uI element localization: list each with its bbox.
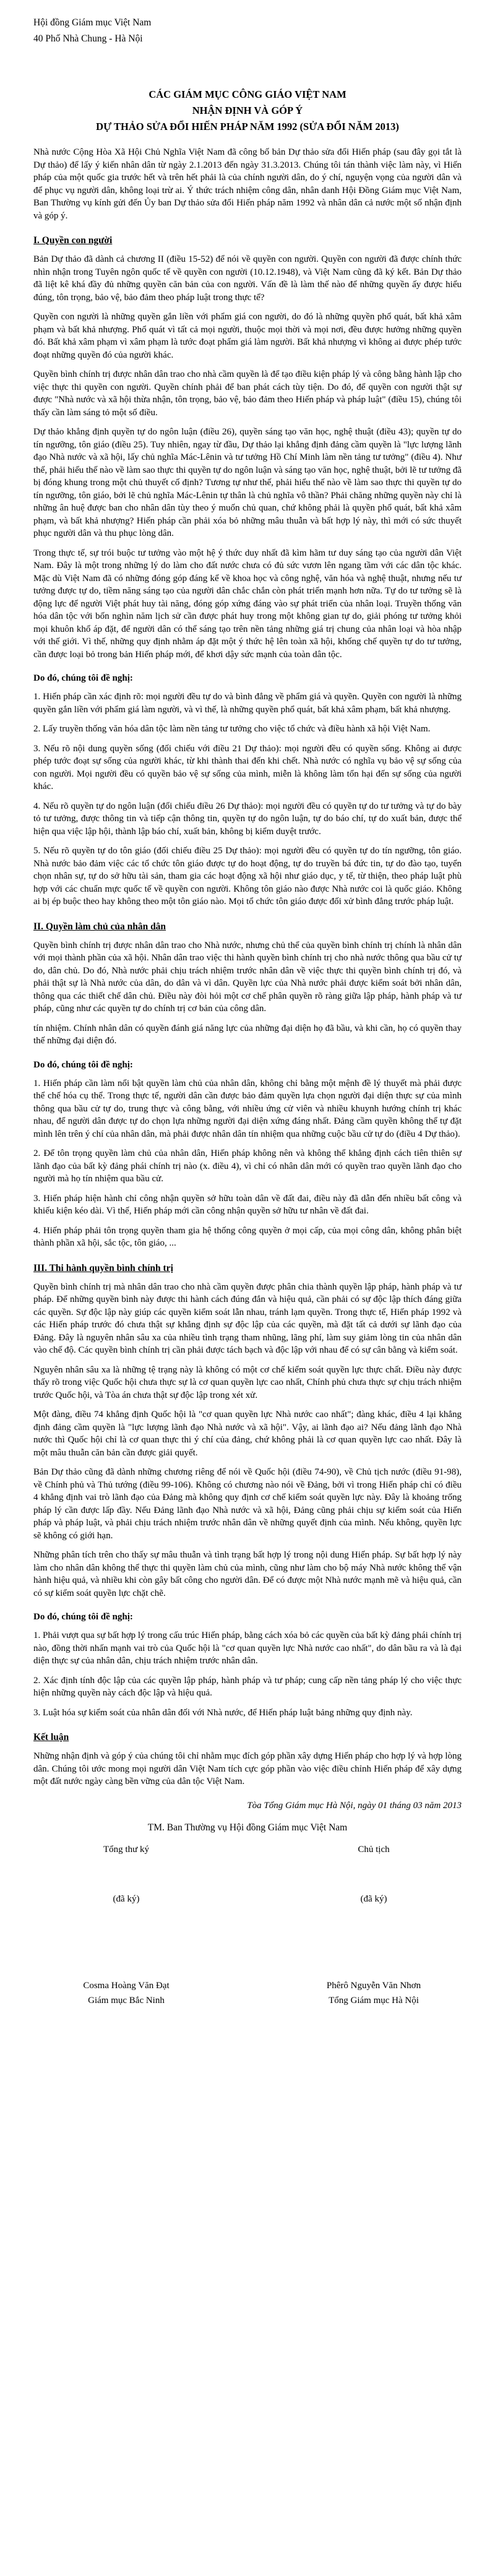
organization-address: 40 Phố Nhà Chung - Hà Nội (33, 33, 143, 44)
section-paragraph: Bản Dự thảo đã dành cả chương II (điều 15-52) để nói về quyền con người. Quyền con người đã được chính thức nhìn nhận trong Tuyên ngôn quốc tế về quyền con người (10.12.1948), và Việt Nam cũng đã ký kết. Bản Dự thảo đã liệt kê khá đầy đủ những quyền căn bản của con người. Vấn đề là làm thế nào để những quyền ấy được hiểu đúng, tôn trọng, bảo vệ, bảo đảm theo pháp luật trong thực tế? (33, 254, 462, 303)
proposals-heading: Do đó, chúng tôi đề nghị: (33, 1059, 133, 1070)
title-line-2: NHẬN ĐỊNH VÀ GÓP Ý (192, 105, 303, 116)
proposal-item: 2. Xác định tính độc lập của các quyền lập pháp, hành pháp và tư pháp; cung cấp nền tảng pháp lý cho việc thực hiện những quyền này cách độc lập và hiệu quả. (33, 1675, 462, 1698)
place-and-date: Tòa Tổng Giám mục Hà Nội, ngày 01 tháng 03 năm 2013 (247, 1800, 462, 1811)
section-paragraph: Những phân tích trên cho thấy sự mâu thuẫn và tình trạng bất hợp lý trong nội dung Hiến pháp. Sự bất hợp lý này làm cho nhân dân không thể thực thi quyền làm chủ của mình, cũng như làm cho bộ máy Nhà nước không thể vận hành hiệu quả, và nhiều khi còn gây bất công cho người dân. Để có được một Nhà nước mạnh mẽ và hiệu quả, cần có sự kiểm soát quyền lực chặt chẽ. (33, 1550, 462, 1598)
signature-left: (đã ký) (113, 1893, 140, 1904)
title-line-3: DỰ THẢO SỬA ĐỔI HIẾN PHÁP NĂM 1992 (SỬA ĐỔI NĂM 2013) (96, 121, 399, 132)
proposal-item: 3. Nếu rõ nội dung quyền sống (đối chiếu với điều 21 Dự thảo): mọi người đều có quyền sống. Không ai được phép tước đoạt sự sống của người khác, từ khi thành thai đến khi chết. Nhà nước có nghĩa vụ bảo vệ sự sống của con người. Mọi người đều có quyền bảo vệ sự sống của mình, miễn là không làm tổn hại đến sự sống của người khác. (33, 743, 462, 791)
proposal-item: 3. Hiến pháp hiện hành chỉ công nhận quyền sở hữu toàn dân về đất đai, điều này đã dẫn đến nhiều bất công và khiếu kiện kéo dài. Vì thế, Hiến pháp mới cần công nhận quyền sở hữu tư nhân về đất đai. (33, 1193, 462, 1216)
signer-org-right: Tổng Giám mục Hà Nội (329, 1995, 419, 2005)
section-heading: I. Quyền con người (33, 235, 113, 246)
document-title (33, 87, 462, 135)
intro-paragraph: Nhà nước Cộng Hòa Xã Hội Chủ Nghĩa Việt Nam đã công bố bản Dự thảo sửa đổi Hiến pháp (sau đây gọi tắt là Dự thảo) để lấy ý kiến nhân dân từ ngày 2.1.2013 đến ngày 31.3.2013. Chúng tôi tán thành việc làm này, vì Hiến pháp của một quốc gia trước hết và trên hết phải là của chính người dân, do ý chí, nguyện vọng của người dân và để phục vụ người dân, không loại trừ ai. Ý thức trách nhiệm công dân, nhân danh Hội Đồng Giám mục Việt Nam, Ban Thường vụ kính gửi đến Ủy ban Dự thảo sửa đổi Hiến pháp năm 1992 và nhân dân cả nước một số nhận định và góp ý. (33, 147, 462, 221)
signature-right: (đã ký) (360, 1893, 387, 1904)
proposals-heading: Do đó, chúng tôi đề nghị: (33, 1612, 133, 1622)
section-paragraph: Quyền bình chính trị mà nhân dân trao cho nhà cầm quyền được phân chia thành quyền lập pháp, hành pháp và tư pháp. Để những quyền bình này được thi hành cách đúng đắn và hiệu quả, cần phải có sự độc lập thích đáng giữa các quyền. Sự độc lập này giúp các quyền kiểm soát lẫn nhau, tránh lạm quyền. Trong thực tế, Hiến pháp 1992 và các Hiến pháp trước đó chưa thật sự khẳng định sự độc lập của các quyền, mà đặt tất cả dưới sự lãnh đạo của Đảng. Đây là nguyên nhân sâu xa của nhiều tình trạng tham nhũng, lãng phí, làm suy giảm lòng tin của nhân dân vào chế độ. Các quyền bình chính trị cần phải được tách bạch và độc lập với nhau để có sự cân bằng và kiểm soát. (33, 1282, 462, 1355)
section-paragraph: Quyền bình chính trị được nhân dân trao cho Nhà nước, nhưng chủ thể của quyền bình chính trị chính là nhân dân với mọi thành phần của xã hội. Nhân dân trao việc thi hành quyền bình chính trị cho nhà nước thông qua bầu cử tự do, dân chủ. Do đó, Nhà nước phải chịu trách nhiệm trước nhân dân về việc thực thi quyền bình chính trị đó, và phải thật sự là Nhà nước của dân, do dân và vì dân. Quyền lực của Nhà nước phải được kiểm soát bởi nhân dân, thông qua các thiết chế dân chủ. Điều này đòi hỏi một cơ chế phân quyền rõ ràng giữa lập pháp, hành pháp và tư pháp, cũng như các quyền tự do chính trị cơ bản của công dân. (33, 940, 462, 1014)
signer-name-left: Cosma Hoàng Văn Đạt (83, 1980, 170, 1991)
signer-role-left: Tổng thư ký (103, 1844, 149, 1854)
proposal-item: 2. Lấy truyền thống văn hóa dân tộc làm nền tảng tư tưởng cho việc tổ chức và điều hành xã hội Việt Nam. (33, 724, 431, 734)
title-line-1: CÁC GIÁM MỤC CÔNG GIÁO VIỆT NAM (148, 88, 346, 100)
section-paragraph: Quyền bình chính trị được nhân dân trao cho nhà cầm quyền là để tạo điều kiện pháp lý và công bằng hành lập cho việc thực thi quyền con người. Quyền chính phải để ban phát cách tùy tiện. Do đó, để quyền con người thật sự được "Nhà nước và xã hội thừa nhận, tôn trọng, bảo vệ, bảo đảm theo Hiến pháp và pháp luật" (điều 15), chúng tôi thấy cần làm sáng tỏ một số điều. (33, 369, 462, 418)
section-paragraph: Dự thảo khẳng định quyền tự do ngôn luận (điều 26), quyền sáng tạo văn học, nghệ thuật (điều 43); quyền tự do tín ngưỡng, tôn giáo (điều 25). Tuy nhiên, ngay từ đầu, Dự thảo lại khẳng định đảng cầm quyền là "lực lượng lãnh đạo Nhà nước và xã hội, lấy chủ nghĩa Mác-Lênin và tư tưởng Hồ Chí Minh làm nền tảng tư tưởng" (điều 4). Như thế, phải hiểu thế nào về làm sao thực thi quyền tự do ngôn luận và sáng tạo văn học, nghệ thuật, bởi lẽ tư tưởng đã bị đóng khung trong một chủ thuyết cố định? Tương tự như thế, phải hiểu thế nào về làm sao thực thi quyền tự do tín ngưỡng, tôn giáo, bởi lẽ chủ nghĩa Mác-Lênin tự thân là chủ nghĩa vô thần? Phải chăng những quyền này chỉ là những ân huệ được ban cho nhân dân tùy theo ý muốn chủ quan, chứ không phải là quyền phổ quát, bất khả xâm phạm, và bất khả nhượng? Hiến pháp cần phải xóa bỏ những mâu thuẫn và bất hợp lý này, thì mới có sức thuyết phục người dân và thu phục lòng dân. (33, 427, 462, 538)
signature-block (33, 1845, 462, 2049)
signer-org-left: Giám mục Bắc Ninh (88, 1995, 165, 2005)
proposal-item: 1. Hiến pháp cần xác định rõ: mọi người đều tự do và bình đẳng về phẩm giá và quyền. Quyền con người là những quyền gắn liền với phẩm giá làm người, và vì thế, là những quyền phổ quát, bất khả xâm phạm, bất khả nhượng. (33, 692, 462, 715)
signing-organization: TM. Ban Thường vụ Hội đồng Giám mục Việt Nam (147, 1822, 348, 1833)
section-paragraph: Quyền con người là những quyền gắn liền với phẩm giá con người, do đó là những quyền phổ quát, bất khả xâm phạm và bất khả nhượng. Phổ quát vì tất cả mọi người, thuộc mọi thời và mọi nơi, đều được hưởng những quyền đó. Bất khả xâm phạm vì xâm phạm là tước đoạt phẩm giá làm người. Bất khả nhượng vì không ai được phép tước đoạt những quyền đó của người khác. (33, 312, 462, 360)
proposal-item: 2. Để tôn trọng quyền làm chủ của nhân dân, Hiến pháp không nên và không thể khẳng định cách tiên thiên sự lãnh đạo của bất kỳ đảng phái chính trị nào (x. điều 4), vì chỉ có nhân dân mới có quyền trao quyền lãnh đạo cho người mà họ tín nhiệm qua bầu cử. (33, 1148, 462, 1184)
proposal-item: 1. Phải vượt qua sự bất hợp lý trong cấu trúc Hiến pháp, bằng cách xóa bỏ các quyền của bất kỳ đảng phái chính trị nào, đồng thời nhấn mạnh vai trò của Quốc hội là "cơ quan quyền lực Nhà nước cao nhất", do dân bầu ra và là đại diện thực sự của nhân dân, chịu trách nhiệm trước nhân dân. (33, 1630, 462, 1666)
section-paragraph: Nguyên nhân sâu xa là những tệ trạng này là không có một cơ chế kiểm soát quyền lực thực chất. Điều này được thấy rõ trong việc Quốc hội chưa thực sự là cơ quan quyền lực cao nhất, Chính phủ chưa thực sự chịu trách nhiệm trước Quốc hội, và Tòa án chưa thật sự độc lập trong xét xử. (33, 1364, 462, 1400)
section-paragraph: Một đàng, điều 74 khẳng định Quốc hội là "cơ quan quyền lực Nhà nước cao nhất"; đàng khác, điều 4 lại khẳng định đảng cầm quyền là "lực lượng lãnh đạo Nhà nước và xã hội". Vậy, ai lãnh đạo ai? Nếu đảng lãnh đạo Nhà nước thì Quốc hội chỉ là cơ quan thực thi ý chí của đảng, chứ không phải là cơ quan quyền lực cao nhất. Đây là một mâu thuẫn căn bản cần được giải quyết. (33, 1410, 462, 1458)
section-paragraph: Bản Dự thảo cũng đã dành những chương riêng để nói về Quốc hội (điều 74-90), về Chủ tịch nước (điều 91-98), về Chính phủ và Thủ tướng (điều 99-106). Không có chương nào nói về Đảng, bởi vì trong Hiến pháp chỉ có điều 4 khẳng định vai trò lãnh đạo của Đảng mà không quy định cơ chế kiểm soát quyền lực này. Đây là khoảng trống pháp lý cần được lấp đầy. Nếu Đảng lãnh đạo Nhà nước và xã hội, Đảng cũng phải chịu sự kiểm soát của Hiến pháp và pháp luật, và phải chịu trách nhiệm trước nhân dân về những quyết định của mình. Nếu không, quyền lực sẽ không có giới hạn. (33, 1467, 462, 1541)
signer-name-right: Phêrô Nguyễn Văn Nhơn (326, 1980, 421, 1991)
signer-role-right: Chủ tịch (358, 1844, 390, 1854)
section-heading: Kết luận (33, 1732, 69, 1742)
proposal-item: 3. Luật hóa sự kiểm soát của nhân dân đối với Nhà nước, để Hiến pháp luật bảng những quy định này. (33, 1707, 413, 1718)
proposal-item: 4. Hiến pháp phải tôn trọng quyền tham gia hệ thống công quyền ở mọi cấp, của mọi công dân, không phân biệt thành phần xã hội, sắc tộc, tôn giáo, ... (33, 1225, 462, 1248)
issuing-organization: Hội đồng Giám mục Việt Nam (33, 17, 152, 28)
section-heading: II. Quyền làm chủ của nhân dân (33, 921, 166, 932)
proposal-item: 5. Nếu rõ quyền tự do tôn giáo (đối chiếu điều 25 Dự thảo): mọi người đều có quyền tự do tín ngưỡng, tôn giáo. Nhà nước bảo đảm việc các tổ chức tôn giáo được tự do hoạt động, tự do truyền bá đức tin, tự do đào tạo, tuyển chọn nhân sự, tự do sở hữu tài sản, tham gia các hoạt động xã hội như giáo dục, y tế, từ thiện, theo pháp luật phù hợp với các chuẩn mực quốc tế về quyền con người. Không tôn giáo nào được Nhà nước coi là quốc giáo. Không ai bị ép buộc theo hay không theo một tôn giáo nào. Mọi tổ chức tôn giáo được đối xử bình đẳng trước pháp luật. (33, 846, 462, 907)
section-paragraph: Những nhận định và góp ý của chúng tôi chỉ nhằm mục đích góp phần xây dựng Hiến pháp cho hợp lý và hợp lòng dân. Chúng tôi ước mong mọi người dân Việt Nam tích cực góp phần vào việc điều chỉnh Hiến pháp để xây dựng một đất nước ngày càng bền vững của dân tộc Việt Nam. (33, 1751, 462, 1786)
section-paragraph: Trong thực tế, sự trói buộc tư tưởng vào một hệ ý thức duy nhất đã kìm hãm tư duy sáng tạo của người dân Việt Nam. Đây là một trong những lý do làm cho đất nước chưa có đủ sức vươn lên ngang tầm với các dân tộc khác. Mặc dù Việt Nam đã có những đóng góp đáng kể về khoa học và công nghệ, văn hóa và nghệ thuật, nhưng nếu tư tưởng được tự do, tiềm năng sáng tạo của người dân chắc chắn còn phát triển mạnh hơn nữa. Tự do tư tưởng sẽ là động lực để người Việt phát huy tài năng, đóng góp xứng đáng vào sự phát triển của nhân loại. Truyền thống văn hóa dân tộc với bốn nghìn năm lịch sử cần được phát huy trong một không gian tự do, giải phóng tư tưởng khỏi mọi khuôn khổ áp đặt, để người dân có thể sáng tạo trên nền tảng những giá trị chung của nhân loại và hòa nhập với thế giới. Vì thế, những quy định nhằm áp đặt một ý thức hệ lên toàn xã hội, khống chế quyền tự do tư tưởng, cần được loại bỏ trong bản Hiến pháp mới, để khơi dậy sức mạnh của toàn dân tộc. (33, 548, 462, 660)
proposal-item: 4. Nếu rõ quyền tự do ngôn luận (đối chiếu điều 26 Dự thảo): mọi người đều có quyền tự do tư tưởng và tự do bày tỏ tư tưởng, được thông tin và tiếp cận thông tin, quyền tự do ngôn luận, tự do báo chí, tự do xuất bản, được thể hiện qua việc lập hội, thành lập báo chí, xuất bản, không bị kiểm duyệt trước. (33, 801, 462, 837)
proposals-heading: Do đó, chúng tôi đề nghị: (33, 673, 133, 683)
proposal-item: 1. Hiến pháp cần làm nổi bật quyền làm chủ của nhân dân, không chỉ bằng một mệnh đề lý thuyết mà phải được thể chế hóa cụ thể. Trong thực tế, người dân cần được bảo đảm quyền lựa chọn người đại diện thực sự của mình thông qua bầu cử tự do, trung thực và công bằng, với nhiều ứng cử viên và nhiều khuynh hướng chính trị khác nhau, để người dân được tự do chọn lựa những người đại diện xứng đáng nhất. Đảng cầm quyền không thể tự đặt mình lên trên ý chí của nhân dân, mà phải được nhân dân tín nhiệm qua những cuộc bầu cử tự do (điều 4 Dự thảo). (33, 1078, 462, 1139)
section-paragraph: tín nhiệm. Chính nhân dân có quyền đánh giá năng lực của những đại diện họ đã bầu, và khi cần, họ có quyền thay thế những đại diện đó. (33, 1023, 462, 1046)
section-heading: III. Thi hành quyền bình chính trị (33, 1262, 173, 1273)
document-header (33, 15, 462, 47)
